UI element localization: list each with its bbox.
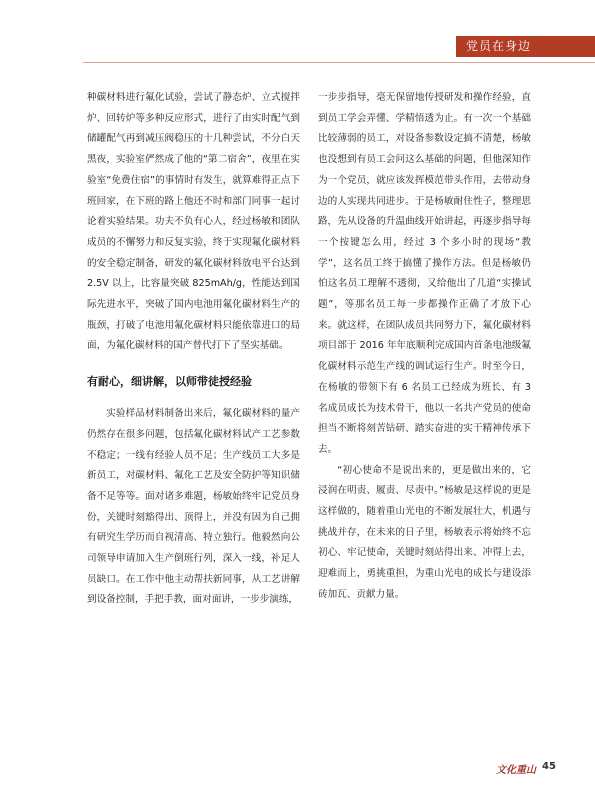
- section-label: 党员在身边: [456, 36, 595, 57]
- left-column: [87, 88, 300, 611]
- right-column: [318, 88, 531, 606]
- subheading: 有耐心，细讲解，以师带徒授经验: [87, 375, 252, 389]
- right-paragraph-2: “初心使命不是说出来的，更是做出来的，它浸润在明责、履责、尽责中。”杨敏是这样说的更是这样做的，随着重山光电的不断发展壮大，机遇与挑战并存，在未来的日子里，杨敏表示将始终不忘初心、牢记使命，关键时刻站得出来、冲得上去，迎难而上，勇挑重担，为重山光电的成长与建设添砖加瓦、贡献力量。: [318, 464, 531, 600]
- right-paragraph-1: 一步步指导，毫无保留地传授研发和操作经验，直到员工学会弄懂、学精悟透为止。有一次一个基础比较薄弱的员工，对设备参数设定搞不清楚，杨敏也没想到有员工会问这么基础的问题，但他深知作为一个党员，就应该发挥模范带头作用，去带动身边的人实现共同进步。于是杨敏耐住性子，整理思路，先从设备的升温曲线开始讲起，再逐步指导每一个按键怎么用，经过 3 个多小时的现场“教学”，这名员工终于搞懂了操作方法。但是杨敏仍怕这名员工理解不透彻，又给他出了几道“实操试题”，等那名员工每一步都操作正确了才放下心来。就这样，在团队成员共同努力下，氟化碳材料项目部于 2016 年年底顺利完成国内首条电池级氟化碳材料示范生产线的调试运行生产。时至今日，在杨敏的带领下有 6 名员工已经成为班长、有 3 名成员成长为技术骨干，他以一名共产党员的使命担当不断将刻苦钻研、踏实奋进的实干精神传承下去。: [318, 92, 531, 455]
- page-number: 45: [542, 761, 556, 772]
- left-paragraph-1: 种碳材料进行氟化试验，尝试了静态炉、立式搅拌炉、回转炉等多种反应形式，进行了由实时配气到储罐配气再到减压阀稳压的十几种尝试，不分白天黑夜，实验室俨然成了他的“第二宿舍”，夜里在实验室“免费住宿”的事情时有发生，就算难得正点下班回家，在下班的路上他还不时和部门同事一起讨论着实验结果。功夫不负有心人，经过杨敏和团队成员的不懈努力和反复实验，终于实现氟化碳材料的安全稳定制备，研发的氟化碳材料放电平台达到 2.5V 以上，比容量突破 825mAh/g，性能达到国际先进水平，突破了国内电池用氟化碳材料生产的瓶颈，打破了电池用氟化碳材料只能依靠进口的局面，为氟化碳材料的国产替代打下了坚实基础。: [87, 92, 300, 352]
- header-rule: [83, 62, 595, 63]
- magazine-logo: 文化重山: [496, 765, 536, 776]
- left-paragraph-2: 实验样品材料制备出来后，氟化碳材料的量产仍然存在很多问题，包括氟化碳材料试产工艺参数不稳定；一线有经验人员不足；生产线员工大多是新员工，对碳材料、氟化工艺及安全防护等知识储备不足等等。面对诸多难题，杨敏始终牢记党员身份，关键时刻豁得出、顶得上，并没有因为自己拥有研究生学历而自视清高、特立独行。他毅然向公司领导申请加入生产倒班行列，深入一线，补足人员缺口。在工作中他主动帮扶新同事，从工艺讲解到设备控制，手把手教，面对面讲，一步步演练，: [87, 408, 300, 606]
